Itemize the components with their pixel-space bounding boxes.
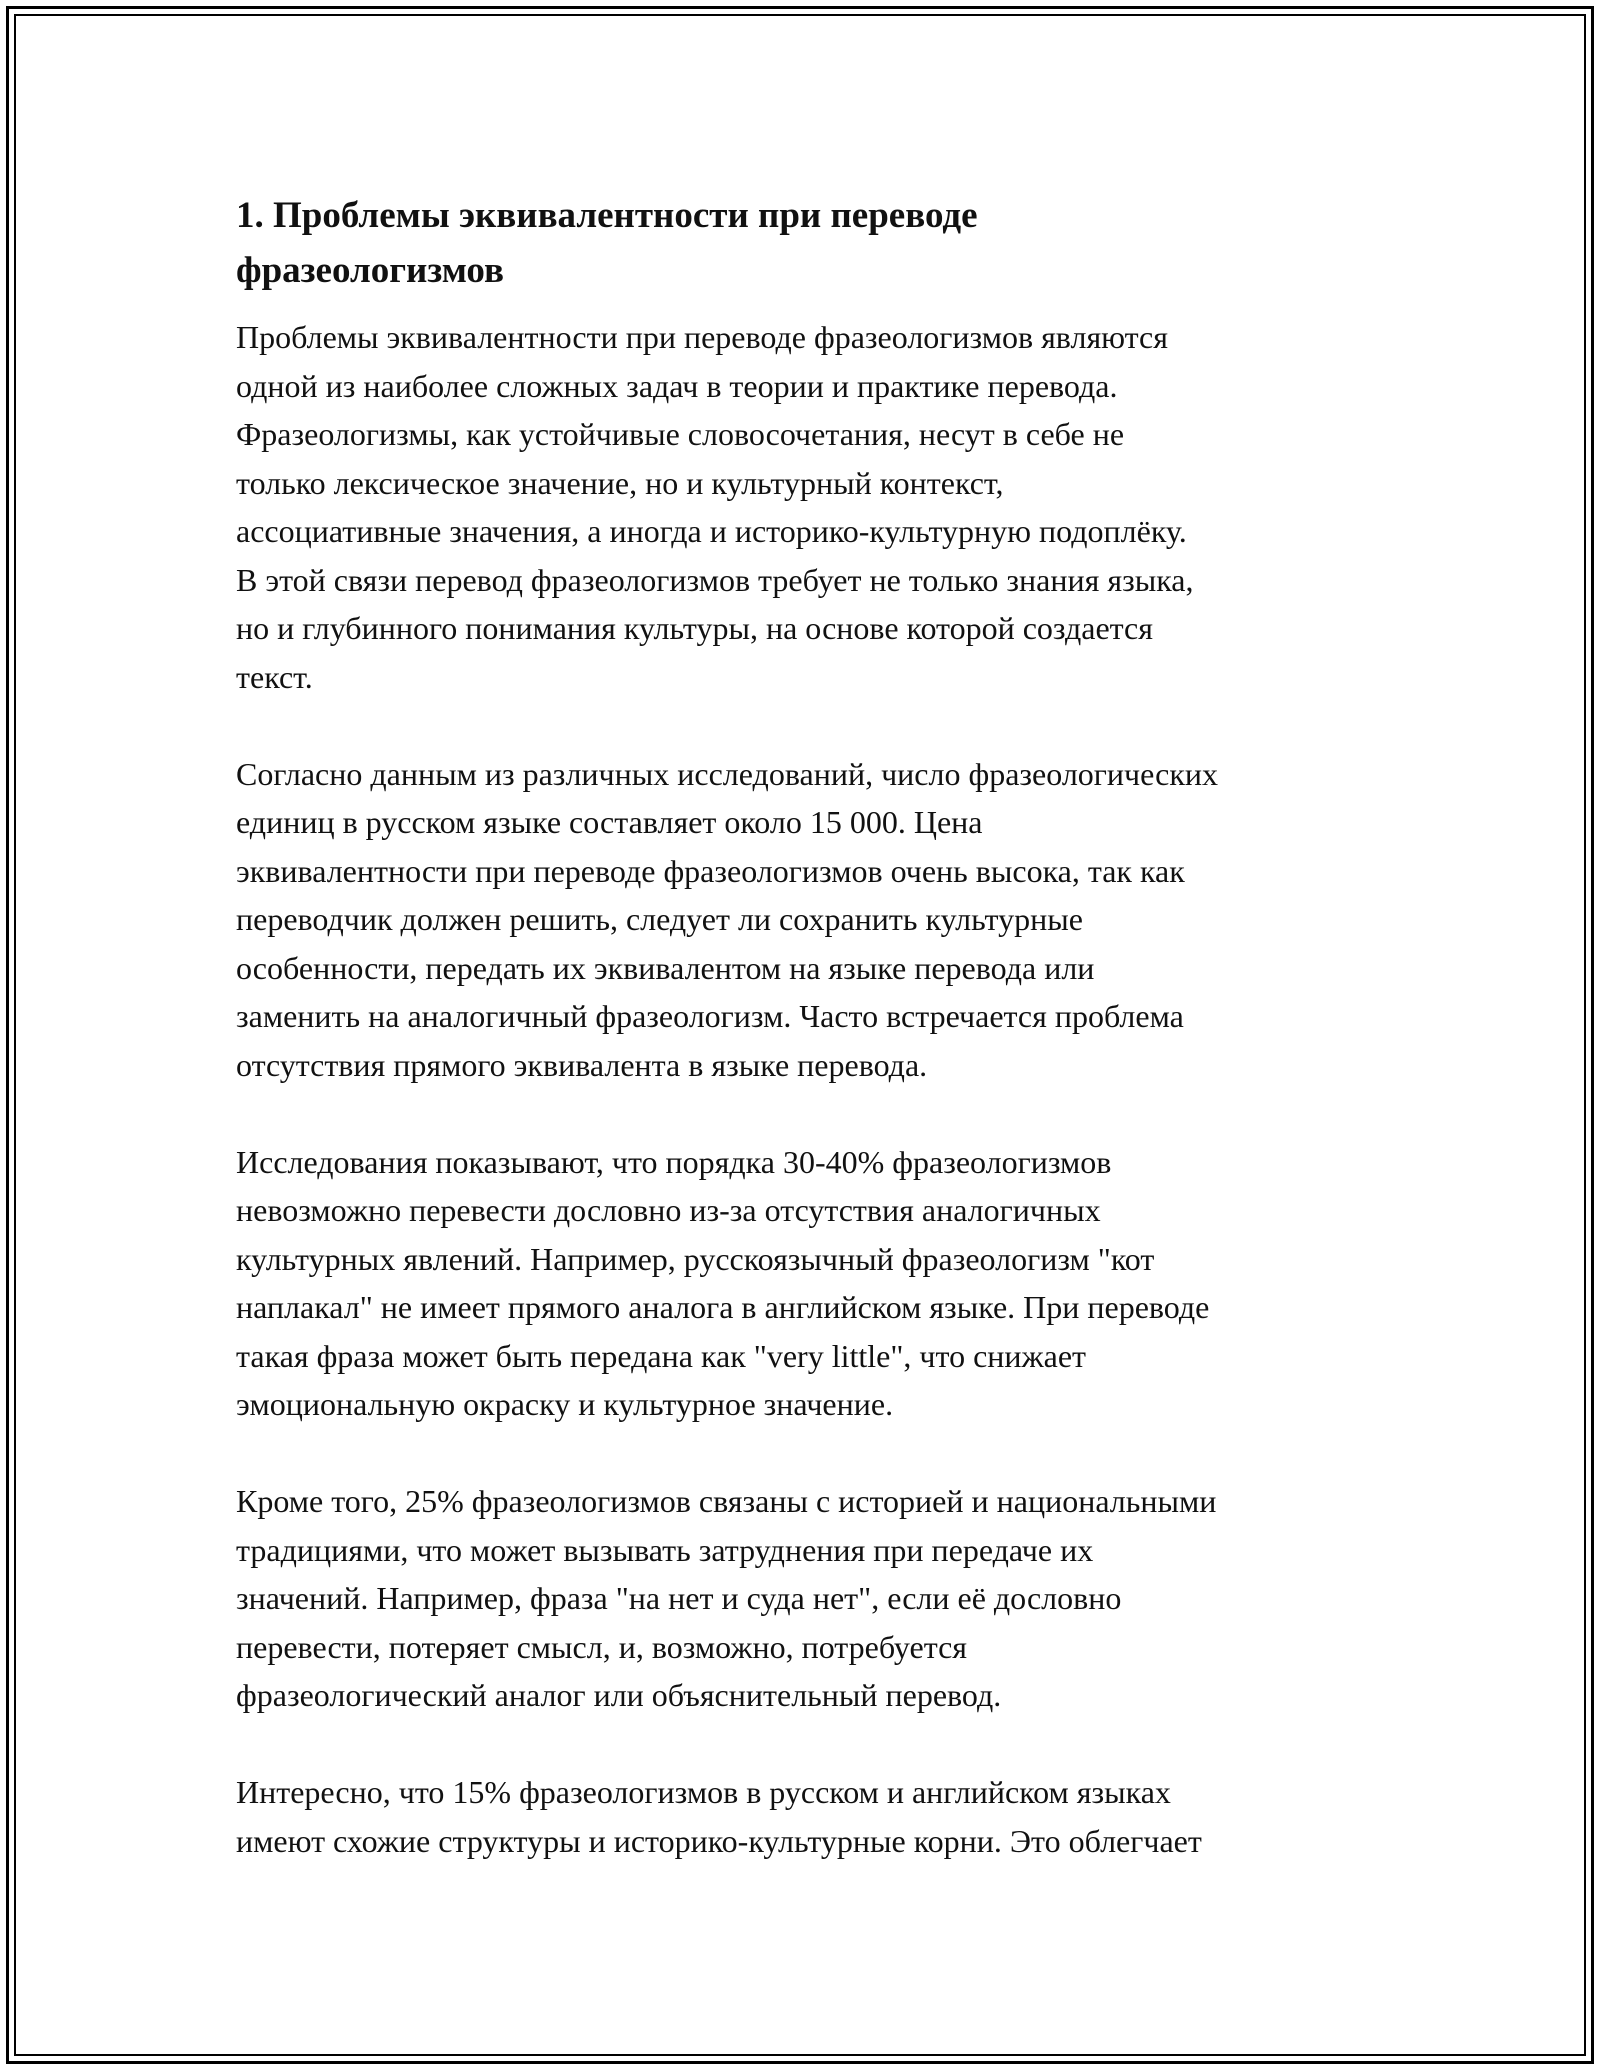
section-heading: 1. Проблемы эквивалентности при переводе фразеологизмов — [236, 195, 978, 291]
paragraph-3: Исследования показывают, что порядка 30-40% фразеологизмов невозможно перевести дословно из-за отсутствия аналогичных культурных явлений. Например, русскоязычный фразеологизм "кот наплакал" не имеет прямого аналога в английском языке. При переводе такая фраза может быть передана как "very little", что снижает эмоциональную окраску и культурное значение. — [236, 1143, 1210, 1422]
paragraph-1: Проблемы эквивалентности при переводе фразеологизмов являются одной из наиболее сложных задач в теории и практике перевода. Фразеологизмы, как устойчивые словосочетания, несут в себе не только лексическое значение, но и культурный контекст, ассоциативные значения, а иногда и историко-культурную подоплёку. В этой связи перевод фразеологизмов требует не только знания языка, но и глубинного понимания культуры, на основе которой создается текст. — [236, 319, 1194, 695]
document-body — [236, 188, 1386, 1914]
paragraph-4: Кроме того, 25% фразеологизмов связаны с историей и национальными традициями, что может вызывать затруднения при передаче их значений. Например, фраза "на нет и суда нет", если её дословно перевести, потеряет смысл, и, возможно, потребуется фразеологический аналог или объяснительный перевод. — [236, 1483, 1217, 1713]
paragraph-2: Согласно данным из различных исследований, число фразеологических единиц в русском языке составляет около 15 000. Цена эквивалентности при переводе фразеологизмов очень высока, так как переводчик должен решить, следует ли сохранить культурные особенности, передать их эквивалентом на языке перевода или заменить на аналогичный фразеологизм. Часто встречается проблема отсутствия прямого эквивалента в языке перевода. — [236, 755, 1219, 1083]
paragraph-5: Интересно, что 15% фразеологизмов в русском и английском языках имеют схожие структуры и историко-культурные корни. Это облегчает — [236, 1774, 1202, 1859]
